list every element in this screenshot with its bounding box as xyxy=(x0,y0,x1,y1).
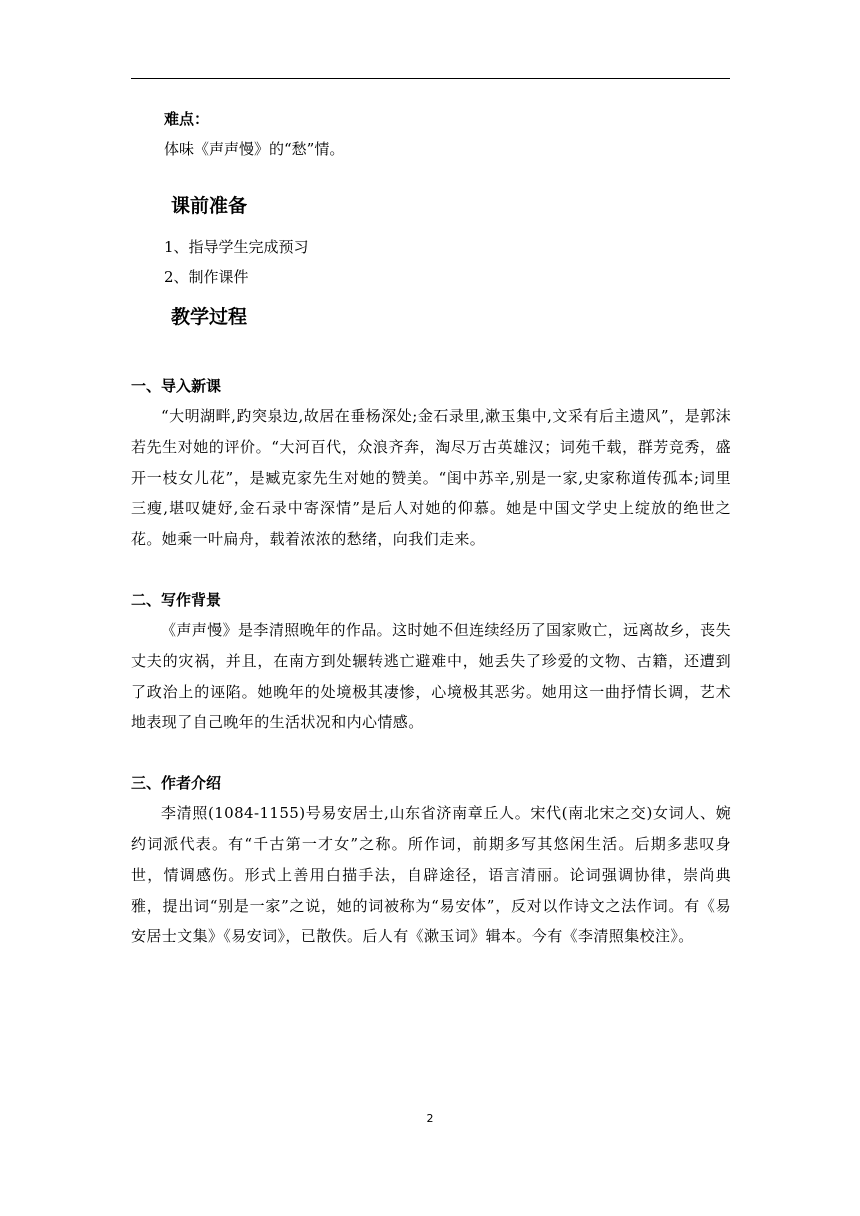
section-heading-author: 三、作者介绍 xyxy=(131,774,222,793)
difficulty-text: 体味《声声慢》的“愁”情。 xyxy=(164,140,345,158)
difficulty-label: 难点： xyxy=(164,110,210,128)
header-rule xyxy=(131,78,730,79)
page-number: 2 xyxy=(426,1112,434,1125)
section-heading-intro: 一、导入新课 xyxy=(131,377,222,395)
section-heading-background: 二、写作背景 xyxy=(131,590,222,609)
process-title: 教学过程 xyxy=(171,306,248,328)
preparation-title: 课前准备 xyxy=(171,195,248,217)
preparation-item-1: 1、指导学生完成预习 xyxy=(164,238,309,256)
section-body-intro: “大明湖畔,趵突泉边,故居在垂杨深处;金石录里,漱玉集中,文采有后主遗风”，是郭沫若先生对她的评价。“大河百代，众浪齐奔，淘尽万古英雄汉；词苑千载，群芳竞秀，盛开一枝女儿花”，是臧克家先生对她的赞美。“闺中苏辛,别是一家,史家称道传孤本;词里三瘦,堪叹婕妤,金石录中寄深情”是后人对她的仰慕。她是中国文学史上绽放的绝世之花。她乘一叶扁舟，载着浓浓的愁绪，向我们走来。 xyxy=(131,407,731,549)
preparation-item-2: 2、制作课件 xyxy=(164,268,249,286)
page-content xyxy=(131,104,731,952)
section-body-background: 《声声慢》是李清照晚年的作品。这时她不但连续经历了国家败亡，远离故乡，丧失丈夫的灾祸，并且，在南方到处辗转逃亡避难中，她丢失了珍爱的文物、古籍，还遭到了政治上的诬陷。她晚年的处境极其凄惨，心境极其恶劣。她用这一曲抒情长调，艺术地表现了自己晚年的生活状况和内心情感。 xyxy=(131,620,731,732)
section-body-author: 李清照(1084-1155)号易安居士,山东省济南章丘人。宋代(南北宋之交)女词人、婉约词派代表。有“千古第一才女”之称。所作词，前期多写其悠闲生活。后期多悲叹身世，情调感伤。形式上善用白描手法，自辟途径，语言清丽。论词强调协律，崇尚典雅，提出词“别是一家”之说，她的词被称为“易安体”，反对以作诗文之法作词。有《易安居士文集》《易安词》，已散佚。后人有《漱玉词》辑本。今有《李清照集校注》。 xyxy=(131,804,731,946)
